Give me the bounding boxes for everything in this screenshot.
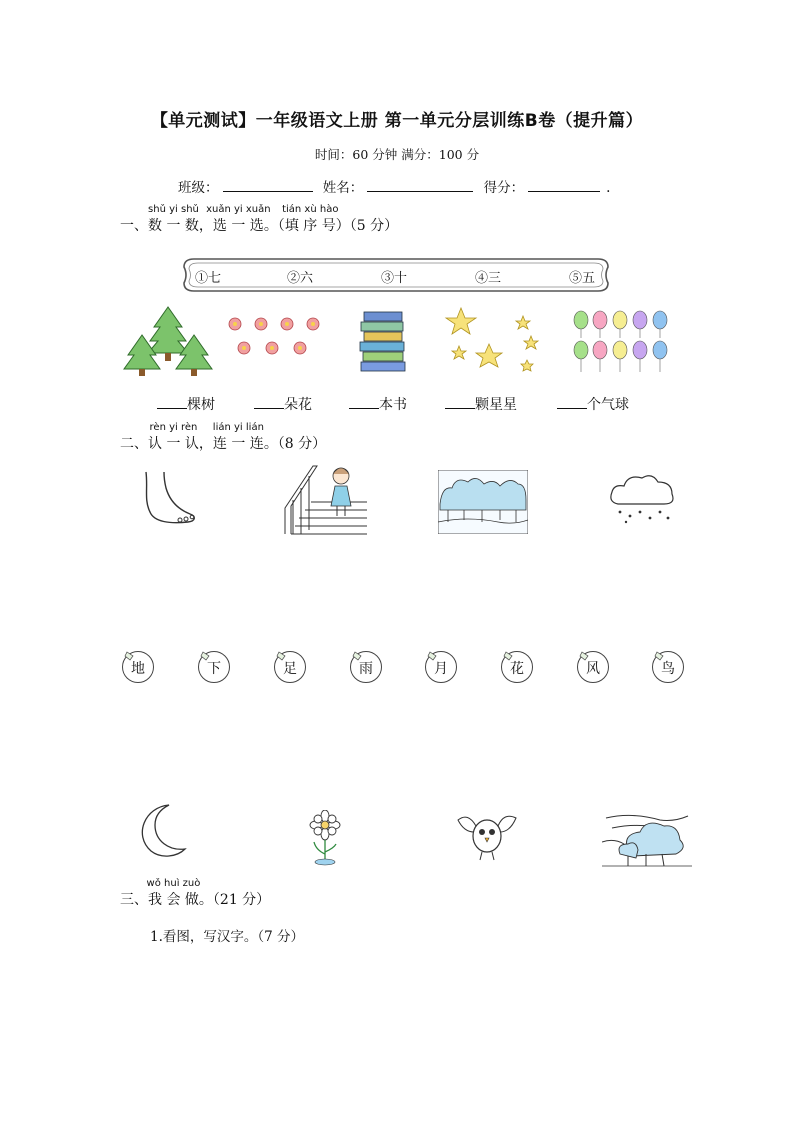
punct: ， xyxy=(198,218,213,234)
fill-item-4[interactable]: 颗星星 xyxy=(445,394,517,414)
section-2-heading xyxy=(120,422,327,453)
section-1-heading xyxy=(120,204,399,235)
char-circle-8[interactable]: 鸟 xyxy=(651,650,685,684)
score-field[interactable] xyxy=(528,179,600,192)
student-info-row xyxy=(178,176,610,196)
flower-icon xyxy=(224,314,324,360)
name-field[interactable] xyxy=(367,179,473,192)
section-number: 三、 xyxy=(120,892,148,908)
name-label: 姓名： xyxy=(322,180,364,196)
points: 。（21 分） xyxy=(198,892,271,908)
option-5: ⑤五 xyxy=(569,271,596,286)
fill-item-1[interactable]: 棵树 xyxy=(157,394,215,414)
fill-item-2[interactable]: 朵花 xyxy=(254,394,312,414)
char-circle-7[interactable]: 风 xyxy=(576,650,610,684)
pinyin-word: xuǎn yi xuǎn 选 一 选 xyxy=(206,204,271,234)
char-circle-4[interactable]: 雨 xyxy=(349,650,383,684)
exam-time-score: 时间：60 分钟 满分：100 分 xyxy=(314,147,480,162)
bird-icon xyxy=(454,810,520,864)
option-4: ④三 xyxy=(475,271,502,286)
star-icon xyxy=(443,306,543,376)
tree-icon xyxy=(122,305,214,377)
pinyin-word: shǔ yi shǔ 数 一 数 xyxy=(148,204,199,234)
option-1: ①七 xyxy=(195,271,222,286)
class-label: 班级： xyxy=(178,180,219,196)
score-label: 得分： xyxy=(483,180,525,196)
pinyin-word: wǒ huì zuò 我 会 做 xyxy=(146,878,201,908)
punct: ， xyxy=(198,436,213,452)
flower-icon xyxy=(304,810,346,866)
balloon-icon xyxy=(572,310,670,374)
fill-item-3[interactable]: 本书 xyxy=(349,394,407,414)
char-circle-5[interactable]: 月 xyxy=(424,650,458,684)
section-3-heading xyxy=(120,878,271,909)
fill-item-5[interactable]: 个气球 xyxy=(557,394,629,414)
char-circle-3[interactable]: 足 xyxy=(273,650,307,684)
page-title: 【单元测试】一年级语文上册 第一单元分层训练B卷（提升篇） xyxy=(150,111,644,131)
points: ）（5 分） xyxy=(335,218,399,234)
char-circle-2[interactable]: 下 xyxy=(197,650,231,684)
char-circle-6[interactable]: 花 xyxy=(500,650,534,684)
answer-blank[interactable] xyxy=(254,396,284,409)
book-stack-icon xyxy=(358,308,408,374)
end-dot: . xyxy=(606,180,611,196)
pinyin-word: rèn yi rèn 认 一 认 xyxy=(148,422,199,452)
section-number: 一、 xyxy=(120,218,148,234)
rain-cloud-icon xyxy=(608,472,678,524)
subquestion-1: 1.看图，写汉字。（7 分） xyxy=(150,929,305,945)
moon-icon xyxy=(135,803,187,857)
number-options-frame xyxy=(180,255,612,295)
answer-blank[interactable] xyxy=(157,396,187,409)
option-2: ②六 xyxy=(287,271,314,286)
class-field[interactable] xyxy=(223,179,313,192)
answer-blank[interactable] xyxy=(445,396,475,409)
answer-blank[interactable] xyxy=(349,396,379,409)
stairs-girl-icon xyxy=(283,460,369,536)
foot-icon xyxy=(140,470,200,528)
forest-icon xyxy=(438,470,528,534)
section-number: 二、 xyxy=(120,436,148,452)
char-circle-1[interactable]: 地 xyxy=(121,650,155,684)
option-3: ③十 xyxy=(381,271,408,286)
wind-icon xyxy=(602,810,692,870)
punct: 。（ xyxy=(263,218,285,234)
points: 。（8 分） xyxy=(263,436,327,452)
answer-blank[interactable] xyxy=(557,396,587,409)
pinyin-word: tián xù hào 填 序 号 xyxy=(282,204,339,234)
pinyin-word: lián yi lián 连 一 连 xyxy=(212,422,264,452)
